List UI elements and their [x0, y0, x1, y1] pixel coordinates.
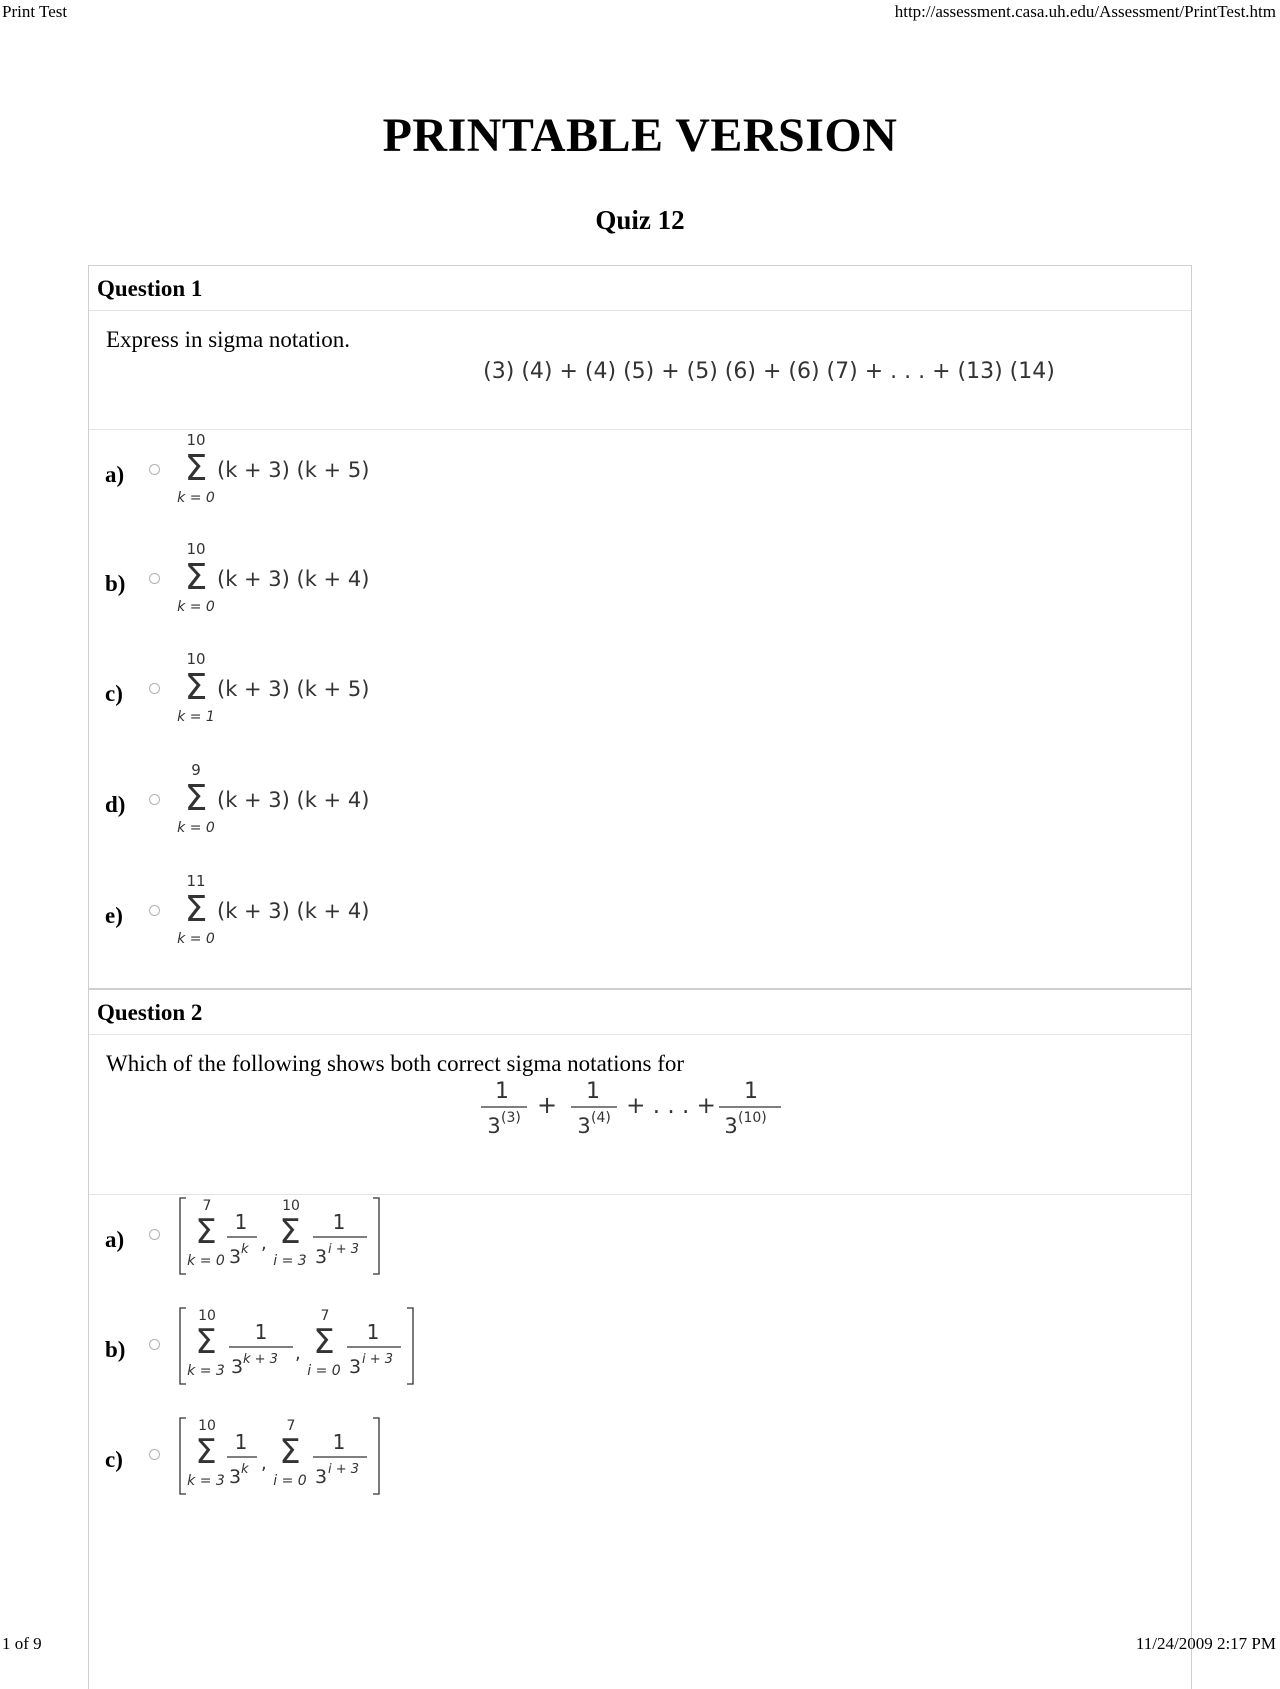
svg-text:,: , — [295, 1343, 301, 1364]
page-url: http://assessment.casa.uh.edu/Assessment/PrintTest.htm — [894, 2, 1276, 21]
summand: (k + 3) (k + 4) — [217, 899, 370, 923]
question-1-expression: (3) (4) + (4) (5) + (5) (6) + (6) (7) + . . . + (13) (14) — [483, 359, 1055, 384]
choice-radio[interactable] — [149, 794, 160, 805]
choice-math — [177, 649, 407, 729]
choice-label: e) — [105, 903, 123, 928]
sum-upper-limit: 9 — [191, 761, 201, 779]
question-2-heading: Question 2 — [89, 990, 1191, 1035]
sigma-symbol: Σ — [184, 557, 208, 598]
question-2-expression — [479, 1073, 799, 1153]
sigma-symbol: Σ — [184, 667, 208, 708]
svg-text:1: 1 — [586, 1079, 600, 1104]
choice-math — [177, 1195, 437, 1277]
exponent: i + 3 — [362, 1352, 394, 1367]
svg-text:,: , — [261, 1233, 267, 1254]
sum-lower-limit: k = 0 — [177, 820, 215, 836]
choice-label: b) — [105, 1337, 126, 1362]
choice-math — [177, 760, 407, 840]
sum-lower-limit: k = 0 — [187, 1253, 225, 1269]
sum-lower-limit: k = 3 — [187, 1473, 225, 1489]
print-datetime: 11/24/2009 2:17 PM — [1135, 1634, 1276, 1653]
sigma-symbol: Σ — [313, 1322, 335, 1362]
svg-text:1: 1 — [332, 1210, 346, 1234]
sigma-symbol: Σ — [279, 1432, 301, 1472]
svg-text:3: 3 — [230, 1356, 244, 1378]
choice-math — [177, 430, 407, 510]
svg-text:1: 1 — [366, 1320, 380, 1344]
sigma-symbol: Σ — [184, 889, 208, 930]
sum-upper-limit: 10 — [198, 1308, 216, 1324]
choice-math — [177, 539, 407, 619]
choice-radio[interactable] — [149, 905, 160, 916]
sum-upper-limit: 10 — [186, 540, 206, 558]
summand: (k + 3) (k + 4) — [217, 788, 370, 812]
svg-text:(10): (10) — [738, 1110, 767, 1126]
choice-radio[interactable] — [149, 1229, 160, 1240]
summand: (k + 3) (k + 4) — [217, 567, 370, 591]
sigma-symbol: Σ — [195, 1212, 217, 1252]
question-2-prompt: Which of the following shows both correct sigma notations for — [106, 1051, 685, 1076]
choice-label: c) — [105, 681, 123, 706]
quiz-name: Quiz 12 — [595, 205, 685, 235]
question-1-prompt-area — [89, 311, 1191, 430]
sum-upper-limit: 10 — [198, 1418, 216, 1434]
choice-math — [177, 871, 407, 951]
browser-page-title: Print Test — [2, 2, 68, 21]
sum-lower-limit: k = 3 — [187, 1363, 225, 1379]
sigma-symbol: Σ — [195, 1322, 217, 1362]
svg-text:,: , — [261, 1453, 267, 1474]
page-count: 1 of 9 — [2, 1634, 42, 1653]
sum-lower-limit: i = 3 — [273, 1253, 307, 1269]
sigma-symbol: Σ — [279, 1212, 301, 1252]
choice-label: c) — [105, 1447, 123, 1472]
svg-text:3: 3 — [228, 1246, 242, 1268]
svg-text:1: 1 — [495, 1079, 509, 1104]
choice-label: a) — [105, 1227, 125, 1252]
exponent: i + 3 — [328, 1242, 360, 1257]
svg-text:(4): (4) — [591, 1110, 611, 1126]
question-2-panel — [88, 989, 1192, 1689]
svg-text:1: 1 — [234, 1430, 248, 1454]
page-title: PRINTABLE VERSION — [382, 109, 898, 162]
question-1-prompt: Express in sigma notation. — [106, 327, 351, 352]
choice-label: a) — [105, 462, 125, 487]
sum-lower-limit: k = 0 — [177, 490, 215, 506]
sigma-symbol: Σ — [195, 1432, 217, 1472]
sum-lower-limit: i = 0 — [273, 1473, 307, 1489]
choice-radio[interactable] — [149, 464, 160, 475]
question-1-heading: Question 1 — [89, 266, 1191, 311]
exponent: k — [241, 1242, 249, 1257]
sum-upper-limit: 11 — [186, 872, 206, 890]
choice-radio[interactable] — [149, 683, 160, 694]
sum-lower-limit: k = 1 — [177, 709, 215, 725]
sum-upper-limit: 10 — [186, 650, 206, 668]
choice-label: b) — [105, 571, 126, 596]
choice-radio[interactable] — [149, 1339, 160, 1350]
svg-text:3: 3 — [487, 1114, 501, 1138]
svg-text:1: 1 — [234, 1210, 248, 1234]
svg-text:3: 3 — [724, 1114, 738, 1138]
sum-upper-limit: 7 — [286, 1418, 296, 1434]
svg-text:7: 7 — [202, 1198, 212, 1214]
exponent: k + 3 — [243, 1352, 278, 1367]
svg-text:(3): (3) — [501, 1110, 521, 1126]
svg-text:1: 1 — [332, 1430, 346, 1454]
svg-text:1: 1 — [744, 1079, 758, 1104]
sum-lower-limit: k = 0 — [177, 599, 215, 615]
svg-text:+: + — [536, 1091, 558, 1119]
sum-lower-limit: i = 0 — [307, 1363, 341, 1379]
summand: (k + 3) (k + 5) — [217, 458, 370, 482]
choice-math — [177, 1305, 437, 1387]
choice-math — [177, 1415, 437, 1497]
sigma-symbol: Σ — [184, 778, 208, 819]
sum-lower-limit: k = 0 — [177, 931, 215, 947]
choice-radio[interactable] — [149, 573, 160, 584]
svg-text:3: 3 — [228, 1466, 242, 1488]
svg-text:1: 1 — [254, 1320, 268, 1344]
svg-text:3: 3 — [577, 1114, 591, 1138]
exponent: k — [241, 1462, 249, 1477]
sum-upper-limit: 10 — [282, 1198, 300, 1214]
summand: (k + 3) (k + 5) — [217, 677, 370, 701]
sigma-symbol: Σ — [184, 448, 208, 489]
sum-upper-limit: 10 — [186, 431, 206, 449]
svg-text:+ . . . +: + . . . + — [626, 1093, 716, 1119]
sum-upper-limit: 7 — [320, 1308, 330, 1324]
question-1-panel — [88, 265, 1192, 989]
choice-radio[interactable] — [149, 1449, 160, 1460]
exponent: i + 3 — [328, 1462, 360, 1477]
question-2-prompt-area — [89, 1035, 1191, 1195]
svg-text:3: 3 — [314, 1466, 328, 1488]
svg-text:3: 3 — [348, 1356, 362, 1378]
svg-text:3: 3 — [314, 1246, 328, 1268]
choice-label: d) — [105, 792, 126, 817]
